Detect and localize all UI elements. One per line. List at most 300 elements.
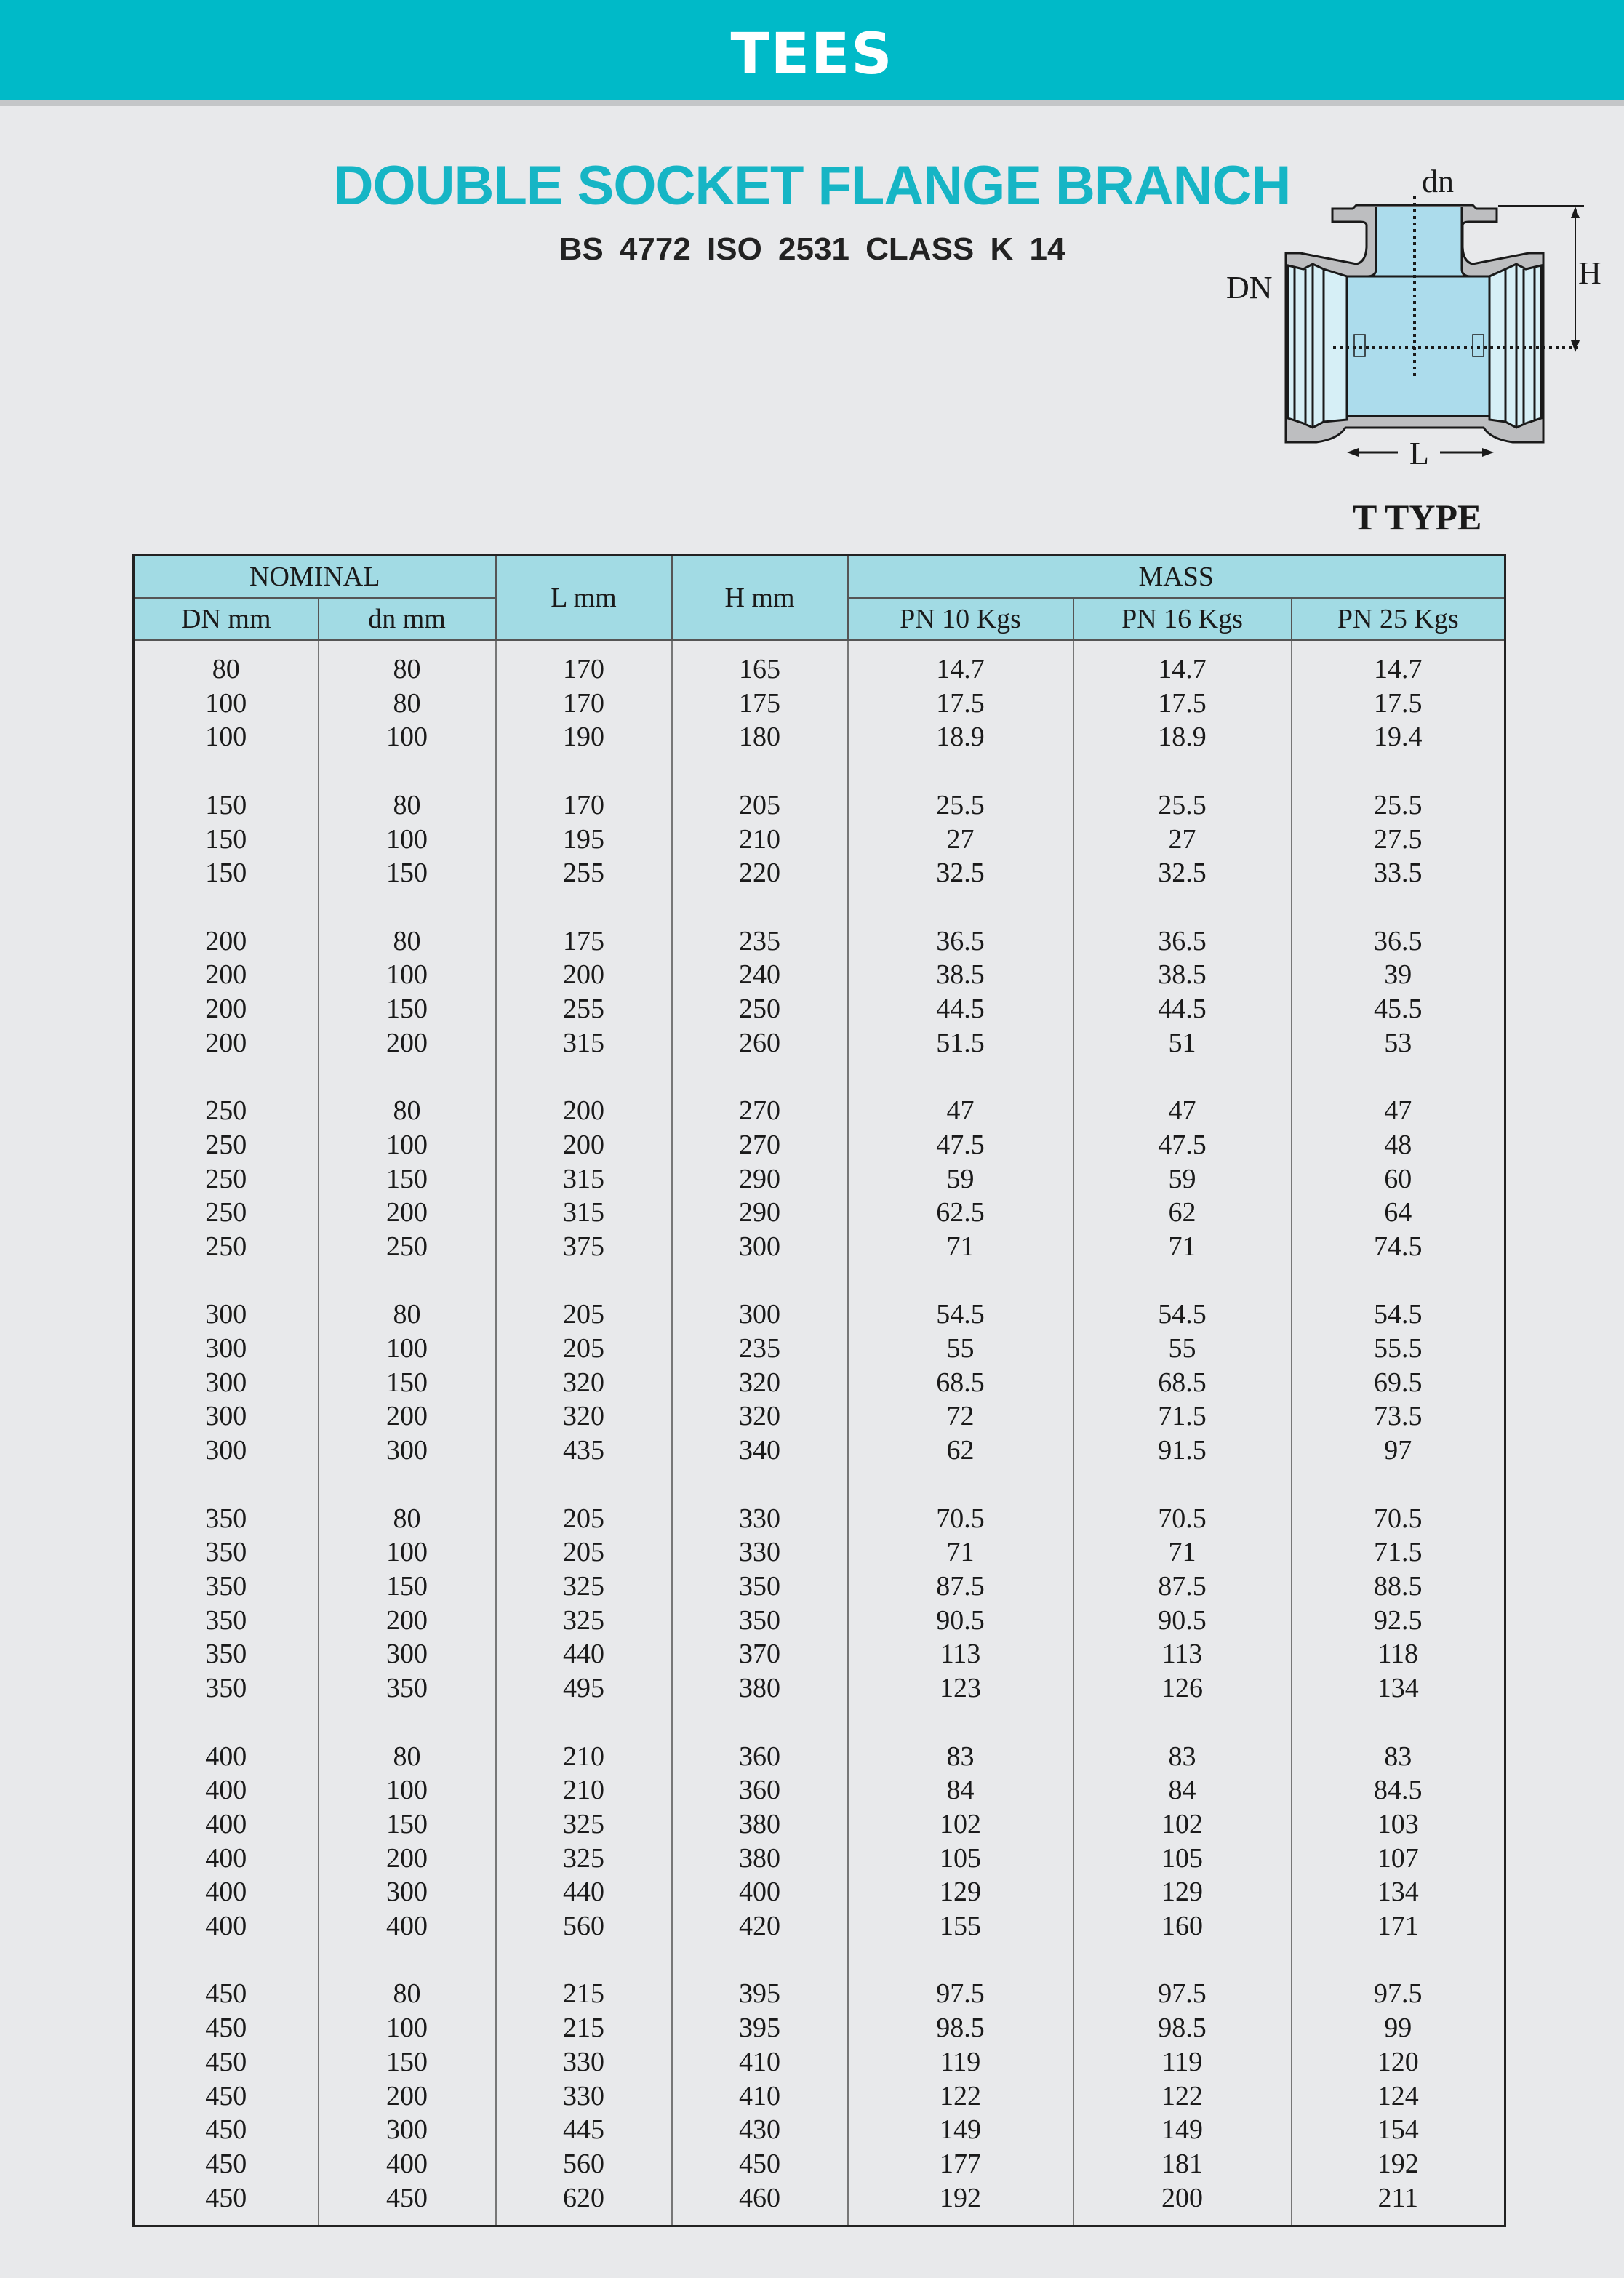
table-cell: 70.5	[848, 1502, 1073, 1536]
spacer-cell	[496, 754, 672, 788]
spacer-cell	[1292, 754, 1505, 788]
table-cell: 62	[1073, 1196, 1292, 1230]
table-cell: 450	[672, 2147, 848, 2181]
table-cell: 175	[672, 687, 848, 721]
table-cell: 44.5	[848, 992, 1073, 1026]
table-cell: 300	[319, 2113, 496, 2147]
table-cell: 400	[672, 1875, 848, 1909]
spacer-cell	[1073, 890, 1292, 924]
table-cell: 400	[134, 1909, 319, 1943]
spacer-cell	[672, 890, 848, 924]
table-cell: 300	[134, 1434, 319, 1468]
spacer-cell	[134, 1468, 319, 1502]
spacer-cell	[672, 1943, 848, 1978]
table-cell: 375	[496, 1230, 672, 1264]
table-cell: 250	[319, 1230, 496, 1264]
table-cell: 83	[848, 1740, 1073, 1774]
table-row	[134, 1807, 1505, 1842]
table-cell: 350	[134, 1570, 319, 1604]
group-spacer	[134, 754, 1505, 788]
table-cell: 122	[1073, 2079, 1292, 2114]
table-cell: 170	[496, 687, 672, 721]
table-cell: 200	[134, 1026, 319, 1060]
table-cell: 240	[672, 958, 848, 992]
table-cell: 59	[1073, 1162, 1292, 1196]
table-cell: 325	[496, 1807, 672, 1842]
header-pn25: PN 25 Kgs	[1292, 598, 1505, 640]
table-cell: 205	[496, 1298, 672, 1332]
dimensions-table	[132, 554, 1506, 2227]
spacer-cell	[848, 754, 1073, 788]
table-cell: 44.5	[1073, 992, 1292, 1026]
table-cell: 102	[848, 1807, 1073, 1842]
table-cell: 180	[672, 720, 848, 754]
table-row	[134, 2045, 1505, 2079]
table-cell: 80	[319, 1094, 496, 1128]
spacer-cell	[319, 1264, 496, 1298]
table-cell: 51.5	[848, 1026, 1073, 1060]
table-cell: 47.5	[848, 1128, 1073, 1162]
table-cell: 210	[672, 823, 848, 857]
table-cell: 215	[496, 1977, 672, 2011]
table-row	[134, 2147, 1505, 2181]
table-cell: 170	[496, 788, 672, 823]
table-cell: 300	[134, 1399, 319, 1434]
table-cell: 370	[672, 1637, 848, 1671]
table-row	[134, 1094, 1505, 1128]
table-cell: 99	[1292, 2011, 1505, 2045]
table-cell: 74.5	[1292, 1230, 1505, 1264]
section-header-bar	[0, 0, 1624, 106]
table-cell: 55	[1073, 1332, 1292, 1366]
table-row	[134, 1875, 1505, 1909]
table-cell: 325	[496, 1604, 672, 1638]
spacer-cell	[496, 890, 672, 924]
spacer-cell	[1073, 1943, 1292, 1978]
table-cell: 25.5	[848, 788, 1073, 823]
table-cell: 119	[1073, 2045, 1292, 2079]
table-cell: 38.5	[1073, 958, 1292, 992]
table-cell: 160	[1073, 1909, 1292, 1943]
table-cell: 124	[1292, 2079, 1505, 2114]
table-cell: 100	[319, 1535, 496, 1570]
header-dn-branch: dn mm	[319, 598, 496, 640]
table-cell: 149	[848, 2113, 1073, 2147]
spacer-cell	[1292, 1706, 1505, 1740]
table-cell: 440	[496, 1637, 672, 1671]
table-cell: 360	[672, 1773, 848, 1807]
table-row	[134, 2113, 1505, 2147]
table-cell: 72	[848, 1399, 1073, 1434]
spacer-cell	[1073, 1060, 1292, 1094]
table-cell: 320	[672, 1399, 848, 1434]
spacer-cell	[319, 1706, 496, 1740]
table-cell: 36.5	[1292, 924, 1505, 959]
right-socket	[1489, 264, 1541, 428]
spacer-cell	[848, 1060, 1073, 1094]
table-row	[134, 2181, 1505, 2226]
page-title: DOUBLE SOCKET FLANGE BRANCH	[333, 155, 1291, 217]
table-cell: 171	[1292, 1909, 1505, 1943]
table-cell: 90.5	[1073, 1604, 1292, 1638]
table-cell: 91.5	[1073, 1434, 1292, 1468]
table-cell: 250	[672, 992, 848, 1026]
table-cell: 400	[134, 1842, 319, 1876]
spacer-cell	[134, 754, 319, 788]
spacer-cell	[1292, 1060, 1505, 1094]
table-cell: 45.5	[1292, 992, 1505, 1026]
table-cell: 255	[496, 992, 672, 1026]
table-row	[134, 687, 1505, 721]
table-cell: 290	[672, 1162, 848, 1196]
table-cell: 150	[319, 992, 496, 1026]
table-cell: 90.5	[848, 1604, 1073, 1638]
spacer-cell	[1073, 1264, 1292, 1298]
table-cell: 39	[1292, 958, 1505, 992]
table-cell: 450	[134, 2045, 319, 2079]
spacer-cell	[848, 1706, 1073, 1740]
table-cell: 149	[1073, 2113, 1292, 2147]
table-cell: 250	[134, 1128, 319, 1162]
spacer-cell	[319, 754, 496, 788]
table-cell: 300	[319, 1875, 496, 1909]
table-cell: 400	[319, 2147, 496, 2181]
table-cell: 315	[496, 1026, 672, 1060]
table-row	[134, 1434, 1505, 1468]
table-cell: 80	[319, 1740, 496, 1774]
table-cell: 88.5	[1292, 1570, 1505, 1604]
table-cell: 62	[848, 1434, 1073, 1468]
table-cell: 18.9	[1073, 720, 1292, 754]
table-cell: 36.5	[1073, 924, 1292, 959]
table-cell: 235	[672, 1332, 848, 1366]
table-cell: 150	[319, 1570, 496, 1604]
table-cell: 205	[496, 1535, 672, 1570]
spacer-cell	[496, 1468, 672, 1502]
table-cell: 69.5	[1292, 1366, 1505, 1400]
table-cell: 315	[496, 1162, 672, 1196]
table-cell: 113	[848, 1637, 1073, 1671]
table-cell: 150	[134, 823, 319, 857]
tee-diagram	[1222, 160, 1615, 553]
table-row	[134, 856, 1505, 890]
spacer-cell	[672, 1706, 848, 1740]
group-spacer	[134, 1943, 1505, 1978]
table-cell: 38.5	[848, 958, 1073, 992]
spacer-cell	[319, 1468, 496, 1502]
table-cell: 300	[672, 1230, 848, 1264]
table-cell: 14.7	[1073, 640, 1292, 687]
table-cell: 80	[319, 788, 496, 823]
table-cell: 84	[1073, 1773, 1292, 1807]
table-cell: 32.5	[848, 856, 1073, 890]
table-cell: 250	[134, 1196, 319, 1230]
header-l: L mm	[496, 556, 672, 641]
group-spacer	[134, 890, 1505, 924]
table-cell: 360	[672, 1740, 848, 1774]
spacer-cell	[319, 890, 496, 924]
table-cell: 195	[496, 823, 672, 857]
table-cell: 380	[672, 1842, 848, 1876]
table-cell: 48	[1292, 1128, 1505, 1162]
table-cell: 450	[134, 2079, 319, 2114]
group-spacer	[134, 1468, 1505, 1502]
table-cell: 315	[496, 1196, 672, 1230]
label-L: L	[1409, 436, 1429, 471]
table-cell: 17.5	[848, 687, 1073, 721]
table-cell: 120	[1292, 2045, 1505, 2079]
table-cell: 325	[496, 1570, 672, 1604]
table-cell: 165	[672, 640, 848, 687]
table-cell: 200	[496, 1128, 672, 1162]
table-cell: 350	[319, 1671, 496, 1706]
table-cell: 27.5	[1292, 823, 1505, 857]
table-cell: 154	[1292, 2113, 1505, 2147]
table-cell: 53	[1292, 1026, 1505, 1060]
table-cell: 620	[496, 2181, 672, 2226]
table-cell: 395	[672, 1977, 848, 2011]
table-cell: 170	[496, 640, 672, 687]
table-cell: 134	[1292, 1671, 1505, 1706]
table-cell: 450	[319, 2181, 496, 2226]
table-row	[134, 1773, 1505, 1807]
table-cell: 68.5	[848, 1366, 1073, 1400]
table-cell: 330	[672, 1502, 848, 1536]
table-cell: 400	[134, 1875, 319, 1909]
spacer-cell	[134, 1060, 319, 1094]
table-cell: 80	[319, 1298, 496, 1332]
table-cell: 340	[672, 1434, 848, 1468]
table-cell: 59	[848, 1162, 1073, 1196]
table-row	[134, 823, 1505, 857]
header-dn-main: DN mm	[134, 598, 319, 640]
table-cell: 320	[496, 1399, 672, 1434]
table-cell: 300	[134, 1366, 319, 1400]
table-cell: 100	[319, 823, 496, 857]
table-cell: 300	[134, 1298, 319, 1332]
table-cell: 32.5	[1073, 856, 1292, 890]
spacer-cell	[319, 1943, 496, 1978]
table-cell: 134	[1292, 1875, 1505, 1909]
table-cell: 87.5	[1073, 1570, 1292, 1604]
table-cell: 181	[1073, 2147, 1292, 2181]
header-pn16: PN 16 Kgs	[1073, 598, 1292, 640]
table-row	[134, 958, 1505, 992]
table-cell: 129	[1073, 1875, 1292, 1909]
table-cell: 92.5	[1292, 1604, 1505, 1638]
table-cell: 400	[134, 1807, 319, 1842]
spacer-cell	[672, 1468, 848, 1502]
table-cell: 100	[134, 720, 319, 754]
table-row	[134, 924, 1505, 959]
table-cell: 100	[319, 1128, 496, 1162]
table-cell: 71.5	[1073, 1399, 1292, 1434]
spacer-cell	[319, 1060, 496, 1094]
table-cell: 200	[319, 1026, 496, 1060]
table-cell: 62.5	[848, 1196, 1073, 1230]
table-cell: 250	[134, 1230, 319, 1264]
table-row	[134, 1740, 1505, 1774]
table-cell: 47	[848, 1094, 1073, 1128]
table-row	[134, 2079, 1505, 2114]
table-cell: 17.5	[1292, 687, 1505, 721]
table-cell: 330	[496, 2045, 672, 2079]
spacer-cell	[134, 1943, 319, 1978]
table-cell: 220	[672, 856, 848, 890]
table-cell: 200	[134, 958, 319, 992]
table-cell: 380	[672, 1807, 848, 1842]
table-cell: 51	[1073, 1026, 1292, 1060]
table-cell: 54.5	[1073, 1298, 1292, 1332]
table-row	[134, 1535, 1505, 1570]
spacer-cell	[134, 890, 319, 924]
table-cell: 445	[496, 2113, 672, 2147]
table-cell: 300	[134, 1332, 319, 1366]
table-row	[134, 1977, 1505, 2011]
table-cell: 71	[848, 1535, 1073, 1570]
table-cell: 250	[134, 1094, 319, 1128]
spacer-cell	[848, 1468, 1073, 1502]
group-spacer	[134, 1264, 1505, 1298]
table-row	[134, 1570, 1505, 1604]
table-cell: 192	[1292, 2147, 1505, 2181]
table-cell: 100	[134, 687, 319, 721]
table-cell: 200	[319, 2079, 496, 2114]
table-cell: 250	[134, 1162, 319, 1196]
branch-bore	[1376, 207, 1462, 279]
table-row	[134, 1909, 1505, 1943]
table-row	[134, 1671, 1505, 1706]
table-cell: 98.5	[848, 2011, 1073, 2045]
table-cell: 25.5	[1073, 788, 1292, 823]
table-cell: 205	[672, 788, 848, 823]
table-cell: 300	[319, 1637, 496, 1671]
group-spacer	[134, 1060, 1505, 1094]
table-cell: 350	[134, 1502, 319, 1536]
spacer-cell	[1292, 1943, 1505, 1978]
table-cell: 155	[848, 1909, 1073, 1943]
table-cell: 211	[1292, 2181, 1505, 2226]
table-cell: 126	[1073, 1671, 1292, 1706]
table-cell: 100	[319, 1332, 496, 1366]
table-cell: 14.7	[848, 640, 1073, 687]
table-cell: 215	[496, 2011, 672, 2045]
spacer-cell	[1073, 1706, 1292, 1740]
spacer-cell	[496, 1264, 672, 1298]
table-cell: 260	[672, 1026, 848, 1060]
table-cell: 350	[134, 1535, 319, 1570]
table-cell: 210	[496, 1740, 672, 1774]
table-cell: 205	[496, 1332, 672, 1366]
table-cell: 450	[134, 2113, 319, 2147]
spacer-cell	[496, 1943, 672, 1978]
table-row	[134, 1332, 1505, 1366]
table-row	[134, 1502, 1505, 1536]
left-socket	[1288, 264, 1347, 428]
table-cell: 98.5	[1073, 2011, 1292, 2045]
table-cell: 100	[319, 2011, 496, 2045]
table-cell: 410	[672, 2079, 848, 2114]
table-cell: 97.5	[848, 1977, 1073, 2011]
table-row	[134, 640, 1505, 687]
table-cell: 320	[672, 1366, 848, 1400]
spacer-cell	[672, 1060, 848, 1094]
table-cell: 71	[1073, 1535, 1292, 1570]
table-row	[134, 1399, 1505, 1434]
table-cell: 175	[496, 924, 672, 959]
table-cell: 200	[319, 1842, 496, 1876]
table-row	[134, 1604, 1505, 1638]
table-cell: 27	[1073, 823, 1292, 857]
standards-subtitle: BS 4772 ISO 2531 CLASS K 14	[559, 231, 1065, 267]
table-row	[134, 1128, 1505, 1162]
table-cell: 495	[496, 1671, 672, 1706]
table-cell: 235	[672, 924, 848, 959]
table-cell: 177	[848, 2147, 1073, 2181]
table-cell: 80	[319, 687, 496, 721]
table-row	[134, 2011, 1505, 2045]
table-cell: 80	[319, 924, 496, 959]
table-cell: 150	[319, 2045, 496, 2079]
spacer-cell	[134, 1264, 319, 1298]
table-cell: 83	[1073, 1740, 1292, 1774]
table-cell: 450	[134, 2011, 319, 2045]
table-cell: 84	[848, 1773, 1073, 1807]
table-cell: 68.5	[1073, 1366, 1292, 1400]
table-row	[134, 992, 1505, 1026]
table-cell: 200	[319, 1196, 496, 1230]
table-cell: 420	[672, 1909, 848, 1943]
table-cell: 200	[134, 924, 319, 959]
table-cell: 129	[848, 1875, 1073, 1909]
table-cell: 400	[319, 1909, 496, 1943]
table-cell: 410	[672, 2045, 848, 2079]
table-cell: 150	[134, 788, 319, 823]
table-cell: 100	[319, 958, 496, 992]
table-cell: 27	[848, 823, 1073, 857]
table-cell: 64	[1292, 1196, 1505, 1230]
table-cell: 150	[134, 856, 319, 890]
table-cell: 200	[319, 1399, 496, 1434]
table-cell: 150	[319, 856, 496, 890]
table-row	[134, 1637, 1505, 1671]
table-cell: 450	[134, 1977, 319, 2011]
table-row	[134, 1366, 1505, 1400]
table-cell: 200	[134, 992, 319, 1026]
table-cell: 450	[134, 2147, 319, 2181]
table-row	[134, 1298, 1505, 1332]
spacer-cell	[1073, 754, 1292, 788]
spacer-cell	[848, 1264, 1073, 1298]
table-cell: 97	[1292, 1434, 1505, 1468]
table-row	[134, 720, 1505, 754]
table-cell: 395	[672, 2011, 848, 2045]
table-cell: 330	[672, 1535, 848, 1570]
table-cell: 73.5	[1292, 1399, 1505, 1434]
spacer-cell	[134, 1706, 319, 1740]
table-cell: 80	[319, 1977, 496, 2011]
table-cell: 55.5	[1292, 1332, 1505, 1366]
table-cell: 380	[672, 1671, 848, 1706]
table-cell: 54.5	[1292, 1298, 1505, 1332]
table-cell: 80	[319, 1502, 496, 1536]
label-H: H	[1578, 255, 1601, 291]
header-nominal: NOMINAL	[134, 556, 496, 599]
table-cell: 84.5	[1292, 1773, 1505, 1807]
table-row	[134, 1026, 1505, 1060]
section-title: TEES	[730, 22, 894, 87]
table-cell: 100	[319, 1773, 496, 1807]
